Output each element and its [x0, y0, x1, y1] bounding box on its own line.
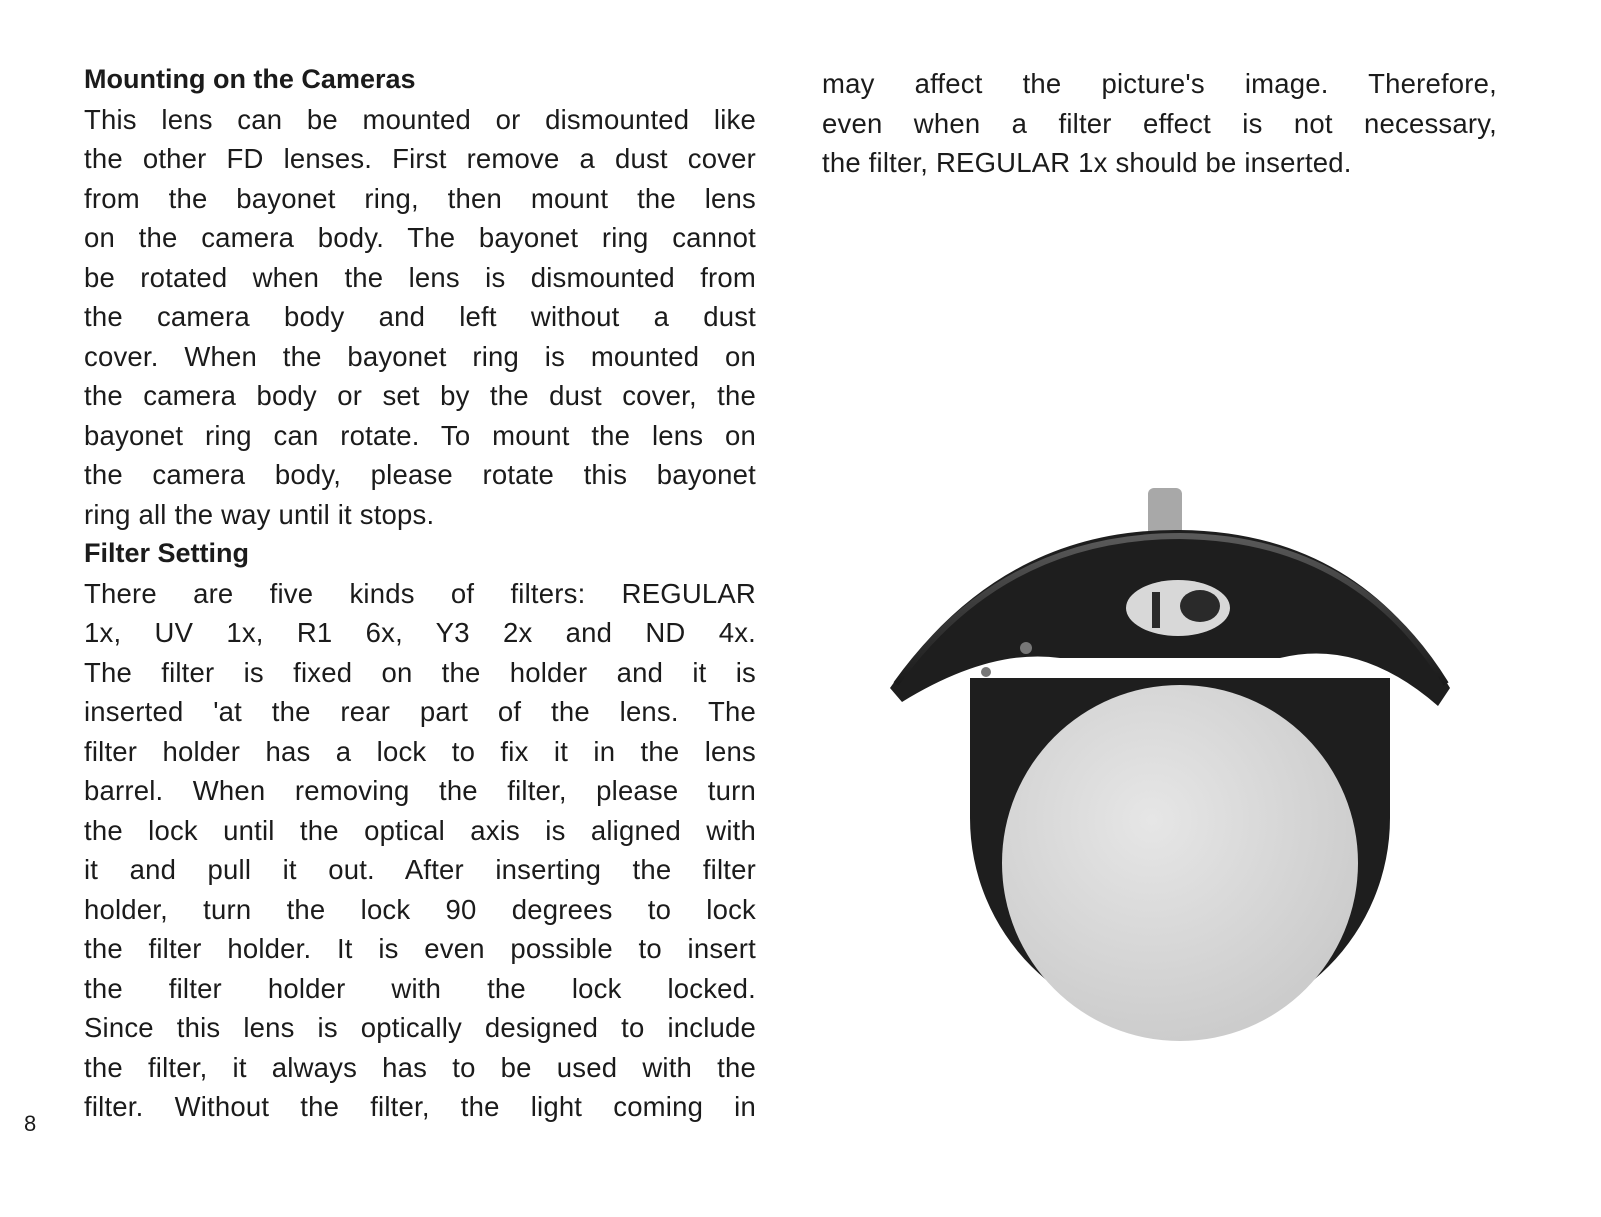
paragraph-line: be rotated when the lens is dismounted from	[84, 261, 756, 293]
paragraph-line: the filter, REGULAR 1x should be inserted.	[822, 147, 1352, 178]
paragraph-line: the camera body or set by the dust cover, the	[84, 380, 756, 411]
filter-paragraph	[84, 574, 756, 1127]
paragraph-line: There are five kinds of filters: REGULAR	[84, 577, 756, 609]
paragraph-line: bayonet ring can rotate. To mount the lens on	[84, 419, 756, 451]
screw-hole	[1020, 642, 1032, 654]
filter-glass	[1002, 685, 1358, 1041]
paragraph-line: even when a filter effect is not necessary,	[822, 107, 1497, 139]
left-column	[84, 60, 756, 1127]
paragraph-line: The filter is fixed on the holder and it is	[84, 656, 756, 688]
paragraph-line: cover. When the bayonet ring is mounted on	[84, 340, 756, 372]
paragraph-line: on the camera body. The bayonet ring cannot	[84, 222, 756, 253]
lock-pin	[1152, 592, 1160, 628]
paragraph-line: the filter holder with the lock locked.	[84, 972, 756, 1004]
paragraph-line: Since this lens is optically designed to include	[84, 1012, 756, 1043]
paragraph-line: 1x, UV 1x, R1 6x, Y3 2x and ND 4x.	[84, 617, 756, 648]
section-heading-mounting: Mounting on the Cameras	[84, 64, 416, 94]
right-column	[822, 64, 1497, 183]
paragraph-line: This lens can be mounted or dismounted like	[84, 103, 756, 135]
paragraph-line: the camera body, please rotate this bayonet	[84, 459, 756, 490]
paragraph-line: the camera body and left without a dust	[84, 301, 756, 332]
paragraph-line: it and pull it out. After inserting the filter	[84, 854, 756, 885]
paragraph-line: barrel. When removing the filter, please turn	[84, 775, 756, 806]
section-heading-filter-setting: Filter Setting	[84, 538, 250, 568]
filter-holder-photo	[890, 488, 1490, 1068]
paragraph-line: ring all the way until it stops.	[84, 498, 435, 530]
paragraph-line: the lock until the optical axis is aligned with	[84, 814, 756, 846]
paragraph-line: holder, turn the lock 90 degrees to lock	[84, 893, 756, 925]
paragraph-line: from the bayonet ring, then mount the lens	[84, 182, 756, 214]
paragraph-line: filter. Without the filter, the light coming in	[84, 1091, 756, 1122]
lock-knob	[1180, 590, 1220, 622]
paragraph-line: may affect the picture's image. Therefore,	[822, 68, 1497, 99]
mounting-paragraph	[84, 100, 756, 535]
page-number: 8	[24, 1111, 37, 1136]
paragraph-line: inserted 'at the rear part of the lens. The	[84, 696, 756, 727]
paragraph-line: the other FD lenses. First remove a dust cover	[84, 143, 756, 174]
screw-hole	[981, 667, 991, 677]
paragraph-line: filter holder has a lock to fix it in the lens	[84, 735, 756, 767]
paragraph-line: the filter, it always has to be used with the	[84, 1051, 756, 1083]
paragraph-line: the filter holder. It is even possible to insert	[84, 933, 756, 964]
